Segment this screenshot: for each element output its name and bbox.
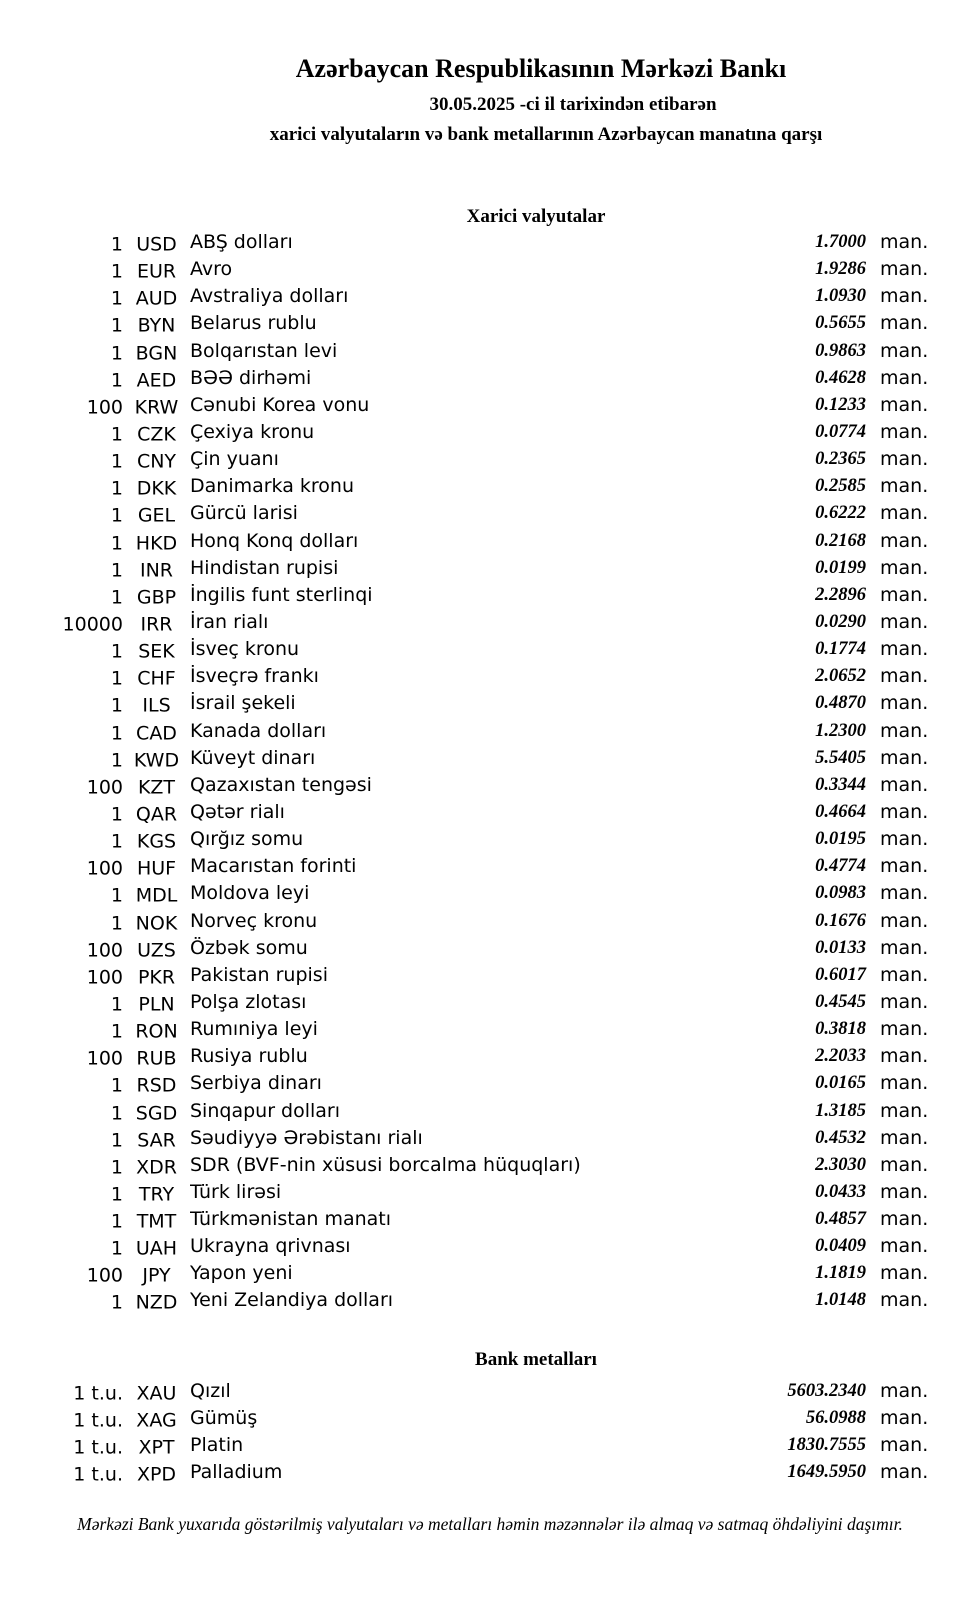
currency-name-cell: Sinqapur dolları: [190, 1099, 341, 1122]
currency-code-cell: QAR: [135, 803, 178, 826]
unit-cell: man.: [880, 800, 929, 823]
unit-cell: man.: [880, 502, 929, 525]
metal-code-cell: XAG: [136, 1409, 177, 1432]
rate-cell: 1.1819: [815, 1263, 866, 1284]
unit-cell: man.: [880, 855, 929, 878]
unit-cell: man.: [880, 1461, 929, 1484]
currency-name-cell: Küveyt dinarı: [190, 746, 316, 769]
currency-name-cell: Belarus rublu: [190, 312, 317, 335]
quantity-cell: 1: [110, 586, 123, 609]
currency-code-cell: GEL: [137, 504, 176, 527]
currency-name-cell: Səudiyyə Ərəbistanı rialı: [190, 1126, 423, 1149]
quantity-cell: 1: [110, 749, 123, 772]
rate-cell: 1.2300: [815, 720, 866, 741]
currency-name-cell: Türkmənistan manatı: [190, 1208, 392, 1231]
currency-row: [0, 310, 980, 337]
rate-cell: 0.0774: [815, 421, 866, 442]
currency-code-cell: PLN: [138, 993, 175, 1016]
rate-cell: 0.0165: [815, 1073, 866, 1094]
currency-code-cell: CHF: [137, 667, 176, 690]
rate-cell: 0.0409: [815, 1236, 866, 1257]
metal-row: [0, 1459, 980, 1486]
rate-cell: 0.6017: [815, 964, 866, 985]
unit-cell: man.: [880, 692, 929, 715]
unit-cell: man.: [880, 1153, 929, 1176]
currency-name-cell: Kanada dolları: [190, 719, 327, 742]
rate-cell: 0.0983: [815, 883, 866, 904]
currency-name-cell: Çin yuanı: [190, 448, 279, 471]
quantity-cell: 1: [110, 1237, 123, 1260]
currency-row: [0, 1287, 980, 1314]
unit-cell: man.: [880, 312, 929, 335]
currency-code-cell: SGD: [135, 1102, 178, 1124]
unit-cell: man.: [880, 583, 929, 606]
currency-code-cell: DKK: [136, 477, 177, 500]
rate-cell: 0.0199: [815, 557, 866, 578]
rate-cell: 1830.7555: [787, 1434, 866, 1455]
rate-cell: 0.2168: [815, 530, 866, 551]
quantity-cell: 1: [110, 1074, 123, 1097]
quantity-cell: 1: [110, 504, 123, 527]
metal-name-cell: Palladium: [190, 1461, 283, 1484]
unit-cell: man.: [880, 231, 929, 253]
currency-name-cell: Yapon yeni: [190, 1262, 293, 1285]
currency-name-cell: Türk lirəsi: [190, 1180, 282, 1203]
currency-row: [0, 935, 980, 962]
unit-cell: man.: [880, 719, 929, 742]
currency-row: [0, 826, 980, 853]
currency-name-cell: Polşa zlotası: [190, 990, 307, 1013]
unit-cell: man.: [880, 746, 929, 769]
metal-name-cell: Platin: [190, 1433, 244, 1456]
quantity-cell: 1: [110, 559, 123, 582]
quantity-cell: 1: [110, 287, 123, 310]
rate-cell: 0.2585: [815, 476, 866, 497]
quantity-cell: 1: [110, 1020, 123, 1043]
rate-cell: 0.3818: [815, 1019, 866, 1040]
currency-row: [0, 1016, 980, 1043]
currency-name-cell: Moldova leyi: [190, 882, 310, 905]
currency-code-cell: KRW: [134, 396, 179, 419]
rate-cell: 2.3030: [815, 1154, 866, 1175]
metal-row: [0, 1378, 980, 1405]
currency-code-cell: AUD: [135, 287, 178, 310]
rate-cell: 5.5405: [815, 747, 866, 768]
unit-cell: man.: [880, 1433, 929, 1456]
currency-code-cell: TMT: [136, 1210, 177, 1233]
metals-section-heading: Bank metalları: [475, 1348, 597, 1370]
unit-cell: man.: [880, 475, 929, 498]
currency-row: [0, 799, 980, 826]
rate-cell: 1.3185: [815, 1100, 866, 1121]
rate-cell: 56.0988: [805, 1407, 866, 1428]
unit-cell: man.: [880, 990, 929, 1013]
currency-row: [0, 500, 980, 527]
document-footer: [0, 1513, 980, 1535]
rate-cell: 0.3344: [815, 774, 866, 795]
quantity-cell: 100: [86, 966, 123, 989]
quantity-cell: 1: [110, 314, 123, 337]
rate-cell: 0.2365: [815, 449, 866, 470]
unit-cell: man.: [880, 773, 929, 796]
quantity-cell: 1: [110, 233, 123, 256]
unit-cell: man.: [880, 1289, 929, 1312]
currency-name-cell: Danimarka kronu: [190, 475, 355, 498]
quantity-cell: 100: [86, 1047, 123, 1070]
currency-name-cell: Bolqarıstan levi: [190, 339, 338, 362]
currency-code-cell: BGN: [135, 342, 178, 365]
currencies-section-heading: Xarici valyutalar: [466, 206, 606, 227]
currency-name-cell: Qırğız somu: [190, 828, 304, 851]
currency-code-cell: CAD: [136, 722, 177, 745]
currency-name-cell: Ukrayna qrivnası: [190, 1235, 351, 1258]
currency-code-cell: KWD: [133, 749, 180, 772]
rate-cell: 0.6222: [815, 503, 866, 524]
unit-cell: man.: [880, 1126, 929, 1149]
unit-cell: man.: [880, 556, 929, 579]
quantity-cell: 100: [86, 939, 123, 962]
unit-cell: man.: [880, 285, 929, 308]
unit-cell: man.: [880, 1018, 929, 1041]
currency-row: [0, 582, 980, 609]
quantity-cell: 10000: [62, 613, 123, 636]
currency-name-cell: Serbiya dinarı: [190, 1072, 322, 1095]
rate-cell: 0.4870: [815, 693, 866, 714]
currency-row: [0, 690, 980, 717]
currency-row: [0, 880, 980, 907]
metal-code-cell: XPD: [136, 1463, 177, 1486]
currency-code-cell: KZT: [137, 776, 176, 799]
disclaimer-text: Mərkəzi Bank yuxarıda göstərilmiş valyutaları və metalları həmin məzənnələr ilə almaq və satmaq öhdəliyini daşımır.: [77, 1514, 903, 1535]
effective-date: 30.05.2025 -ci il tarixindən etibarən: [429, 94, 717, 115]
currency-row: [0, 338, 980, 365]
quantity-cell: 1: [110, 1102, 123, 1124]
quantity-cell: 1: [110, 450, 123, 473]
metal-name-cell: Qızıl: [190, 1379, 231, 1402]
quantity-cell: 1: [110, 830, 123, 853]
currency-name-cell: ABŞ dolları: [190, 231, 293, 253]
quantity-cell: 1: [110, 667, 123, 690]
rate-cell: 2.0652: [815, 666, 866, 687]
rate-cell: 1.0930: [815, 286, 866, 307]
currency-name-cell: Hindistan rupisi: [190, 556, 339, 579]
currency-row: [0, 419, 980, 446]
quantity-cell: 1: [110, 1183, 123, 1206]
rate-cell: 2.2896: [815, 584, 866, 605]
currency-name-cell: Macarıstan forinti: [190, 855, 357, 878]
currency-code-cell: USD: [136, 233, 177, 256]
rate-cell: 0.4664: [815, 801, 866, 822]
currency-row: [0, 1206, 980, 1233]
currency-row: [0, 989, 980, 1016]
rate-cell: 0.0290: [815, 611, 866, 632]
quantity-cell: 1: [110, 993, 123, 1016]
currency-code-cell: EUR: [136, 260, 177, 283]
unit-cell: man.: [880, 1099, 929, 1122]
currency-name-cell: Gürcü larisi: [190, 502, 298, 525]
rate-cell: 2.2033: [815, 1046, 866, 1067]
currency-row: [0, 609, 980, 636]
currency-row: [0, 1179, 980, 1206]
rate-cell: 1.9286: [815, 259, 866, 280]
unit-cell: man.: [880, 936, 929, 959]
unit-cell: man.: [880, 665, 929, 688]
rate-cell: 0.0133: [815, 937, 866, 958]
quantity-cell: 100: [86, 396, 123, 419]
currency-code-cell: IRR: [140, 613, 173, 636]
currency-code-cell: UZS: [137, 939, 176, 962]
currency-name-cell: Pakistan rupisi: [190, 963, 328, 986]
quantity-cell: 1 t.u.: [73, 1409, 123, 1432]
unit-cell: man.: [880, 1262, 929, 1285]
currency-name-cell: İsveç kronu: [190, 638, 300, 661]
currency-row: [0, 365, 980, 392]
currency-name-cell: Rusiya rublu: [190, 1045, 308, 1068]
rate-cell: 0.0433: [815, 1181, 866, 1202]
currency-code-cell: SEK: [138, 640, 175, 663]
currency-row: [0, 1152, 980, 1179]
rate-cell: 1.0148: [815, 1290, 866, 1311]
currency-code-cell: MDL: [135, 884, 178, 907]
currencies-table: [0, 229, 980, 1315]
currency-code-cell: GBP: [136, 586, 177, 609]
rate-cell: 0.9863: [815, 340, 866, 361]
currency-code-cell: TRY: [138, 1183, 175, 1206]
currency-code-cell: UAH: [135, 1237, 178, 1260]
quantity-cell: 1: [110, 260, 123, 283]
quantity-cell: 1: [110, 342, 123, 365]
document-header: [0, 0, 980, 147]
unit-cell: man.: [880, 638, 929, 661]
unit-cell: man.: [880, 1208, 929, 1231]
currency-code-cell: RUB: [136, 1047, 177, 1070]
currency-row: [0, 555, 980, 582]
rate-cell: 0.4857: [815, 1209, 866, 1230]
currency-row: [0, 853, 980, 880]
quantity-cell: 1: [110, 1210, 123, 1233]
unit-cell: man.: [880, 610, 929, 633]
quantity-cell: 1 t.u.: [73, 1436, 123, 1459]
currency-code-cell: XDR: [136, 1156, 177, 1179]
currency-name-cell: SDR (BVF-nin xüsusi borcalma hüquqları): [190, 1153, 581, 1176]
currency-name-cell: Norveç kronu: [190, 909, 318, 932]
quantity-cell: 1: [110, 722, 123, 745]
currency-name-cell: Yeni Zelandiya dolları: [190, 1289, 394, 1312]
currency-name-cell: Avro: [190, 258, 233, 281]
rate-cell: 0.4774: [815, 856, 866, 877]
unit-cell: man.: [880, 258, 929, 281]
quantity-cell: 1: [110, 912, 123, 935]
unit-cell: man.: [880, 448, 929, 471]
currency-row: [0, 636, 980, 663]
rate-cell: 0.1233: [815, 394, 866, 415]
rate-cell: 0.1676: [815, 910, 866, 931]
currency-code-cell: PKR: [137, 966, 176, 989]
currency-row: [0, 745, 980, 772]
currency-code-cell: HKD: [135, 532, 178, 555]
quantity-cell: 1: [110, 1129, 123, 1152]
currency-row: [0, 1043, 980, 1070]
quantity-cell: 1 t.u.: [73, 1382, 123, 1405]
currency-name-cell: Özbək somu: [190, 936, 308, 959]
quantity-cell: 1: [110, 423, 123, 446]
currency-name-cell: İngilis funt sterlinqi: [190, 583, 373, 606]
currency-row: [0, 528, 980, 555]
quantity-cell: 1: [110, 694, 123, 717]
quantity-cell: 1: [110, 369, 123, 392]
rate-cell: 5603.2340: [787, 1380, 866, 1401]
currency-code-cell: RSD: [136, 1074, 177, 1097]
currency-row: [0, 962, 980, 989]
unit-cell: man.: [880, 339, 929, 362]
currency-name-cell: Honq Konq dolları: [190, 529, 359, 552]
rate-cell: 0.4532: [815, 1127, 866, 1148]
metal-row: [0, 1432, 980, 1459]
bank-title: Azərbaycan Respublikasının Mərkəzi Bankı: [295, 54, 787, 83]
currency-row: [0, 1233, 980, 1260]
unit-cell: man.: [880, 1379, 929, 1402]
quantity-cell: 1: [110, 477, 123, 500]
currency-row: [0, 446, 980, 473]
currency-row: [0, 718, 980, 745]
currency-code-cell: KGS: [136, 830, 177, 853]
currency-name-cell: Avstraliya dolları: [190, 285, 349, 308]
rate-cell: 1649.5950: [787, 1462, 866, 1483]
currency-name-cell: İran rialı: [190, 610, 269, 633]
currency-row: [0, 229, 980, 256]
currency-code-cell: NZD: [135, 1291, 178, 1314]
currency-code-cell: RON: [135, 1020, 178, 1043]
currency-row: [0, 772, 980, 799]
currency-code-cell: BYN: [137, 314, 176, 337]
unit-cell: man.: [880, 1406, 929, 1429]
currency-code-cell: CNY: [136, 450, 177, 473]
quantity-cell: 1: [110, 640, 123, 663]
unit-cell: man.: [880, 529, 929, 552]
currency-code-cell: NOK: [135, 912, 178, 935]
currency-row: [0, 1070, 980, 1097]
currency-code-cell: JPY: [142, 1264, 171, 1287]
currency-code-cell: CZK: [137, 423, 176, 446]
rate-cell: 1.7000: [815, 232, 866, 252]
quantity-cell: 100: [86, 857, 123, 880]
currency-row: [0, 283, 980, 310]
rate-cell: 0.5655: [815, 313, 866, 334]
unit-cell: man.: [880, 1235, 929, 1258]
currency-code-cell: AED: [136, 369, 177, 392]
currency-code-cell: HUF: [136, 857, 177, 880]
currency-code-cell: ILS: [142, 694, 171, 717]
quantity-cell: 100: [86, 1264, 123, 1287]
unit-cell: man.: [880, 1045, 929, 1068]
rate-cell: 0.1774: [815, 639, 866, 660]
metal-code-cell: XAU: [136, 1382, 177, 1405]
quantity-cell: 1: [110, 803, 123, 826]
currency-name-cell: Rumıniya leyi: [190, 1018, 318, 1041]
unit-cell: man.: [880, 828, 929, 851]
unit-cell: man.: [880, 909, 929, 932]
metals-table: [0, 1378, 980, 1487]
currency-name-cell: İsrail şekeli: [190, 692, 296, 715]
currency-row: [0, 908, 980, 935]
currency-row: [0, 392, 980, 419]
unit-cell: man.: [880, 963, 929, 986]
currency-row: [0, 256, 980, 283]
currency-name-cell: İsveçrə frankı: [190, 665, 319, 688]
currency-name-cell: BƏƏ dirhəmi: [190, 366, 312, 389]
unit-cell: man.: [880, 420, 929, 443]
currency-name-cell: Çexiya kronu: [190, 420, 315, 443]
unit-cell: man.: [880, 882, 929, 905]
currency-name-cell: Qətər rialı: [190, 800, 285, 823]
quantity-cell: 1: [110, 532, 123, 555]
unit-cell: man.: [880, 393, 929, 416]
currency-row: [0, 663, 980, 690]
quantity-cell: 1 t.u.: [73, 1463, 123, 1486]
quantity-cell: 1: [110, 1291, 123, 1314]
currency-row: [0, 1260, 980, 1287]
metal-code-cell: XPT: [138, 1436, 175, 1459]
unit-cell: man.: [880, 1180, 929, 1203]
currency-name-cell: Qazaxıstan tengəsi: [190, 773, 372, 796]
unit-cell: man.: [880, 1072, 929, 1095]
quantity-cell: 1: [110, 884, 123, 907]
document-subtitle: xarici valyutaların və bank metallarının Azərbaycan manatına qarşı: [269, 124, 823, 145]
metal-row: [0, 1405, 980, 1432]
metal-name-cell: Gümüş: [190, 1406, 258, 1429]
currency-row: [0, 1098, 980, 1125]
unit-cell: man.: [880, 366, 929, 389]
rate-cell: 0.0195: [815, 829, 866, 850]
quantity-cell: 100: [86, 776, 123, 799]
rate-cell: 0.4628: [815, 367, 866, 388]
currency-row: [0, 473, 980, 500]
currency-row: [0, 1125, 980, 1152]
rate-cell: 0.4545: [815, 991, 866, 1012]
currency-code-cell: SAR: [137, 1129, 176, 1152]
quantity-cell: 1: [110, 1156, 123, 1179]
currency-code-cell: INR: [139, 559, 174, 582]
currency-name-cell: Cənubi Korea vonu: [190, 393, 370, 416]
